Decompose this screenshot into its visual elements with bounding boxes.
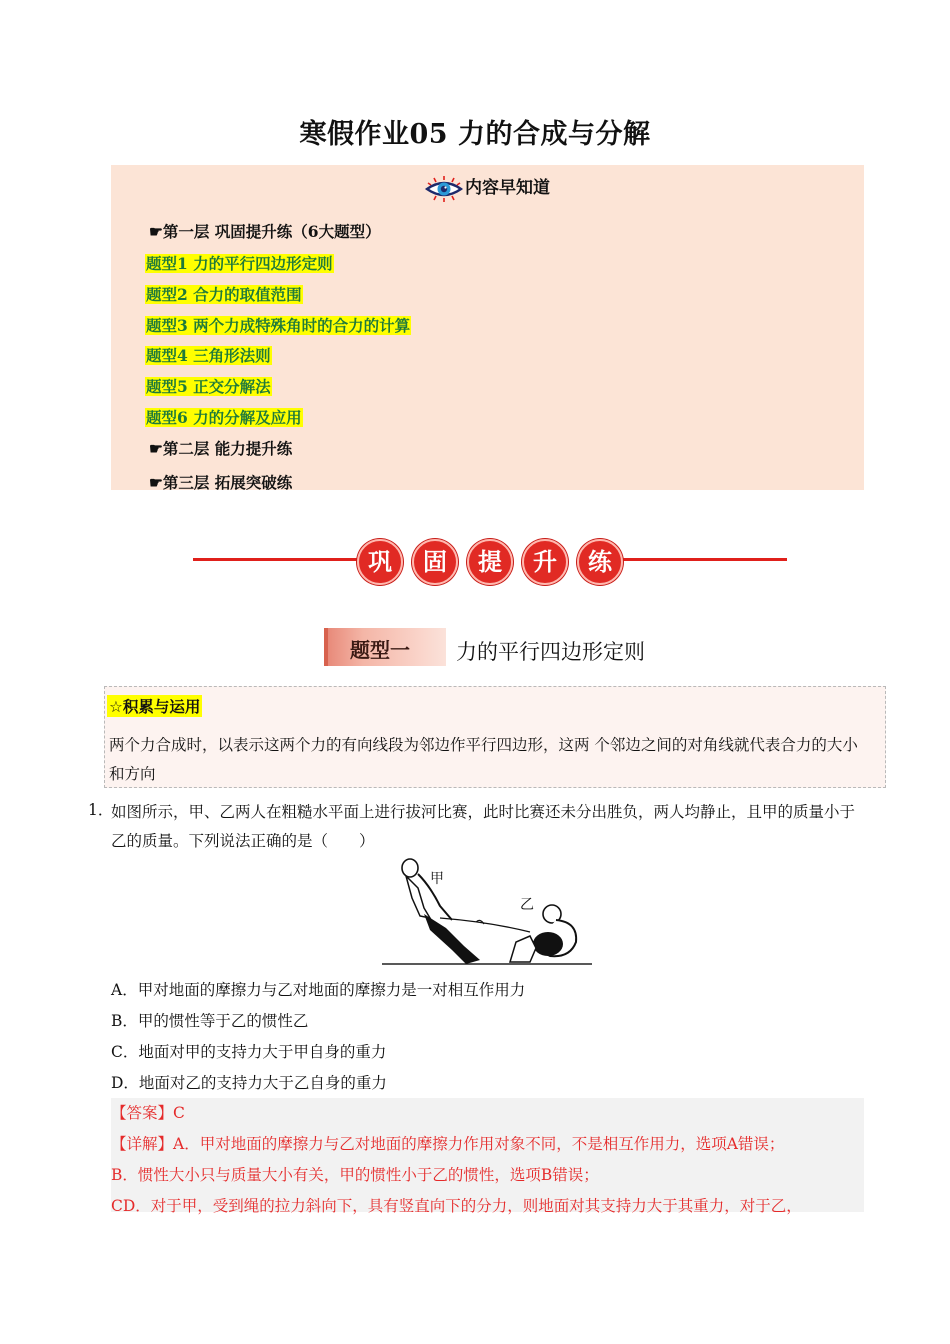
banner-char: 巩 bbox=[357, 539, 403, 585]
page-title: 寒假作业05 力的合成与分解 bbox=[299, 119, 651, 150]
question-type-header bbox=[324, 628, 724, 668]
answer-box bbox=[111, 1098, 864, 1215]
option-d[interactable]: D．地面对乙的支持力大于乙自身的重力 bbox=[111, 1074, 387, 1092]
tug-of-war-figure bbox=[380, 858, 594, 968]
answer-detail-line: CD．对于甲，受到绳的拉力斜向下，具有竖直向下的分力，则地面对其支持力大于其重力，对于乙， bbox=[111, 1197, 802, 1215]
toc-type-3[interactable]: 题型3 两个力成特殊角时的合力的计算 bbox=[146, 316, 411, 335]
toc-level-2[interactable]: ☛第二层 能力提升练 bbox=[149, 439, 293, 458]
knowledge-title: ☆积累与运用 bbox=[107, 695, 202, 717]
banner-char: 固 bbox=[412, 539, 458, 585]
toc-level-1[interactable]: ☛第一层 巩固提升练（6大题型） bbox=[149, 222, 381, 241]
toc-type-4[interactable]: 题型4 三角形法则 bbox=[146, 346, 271, 365]
banner-char: 练 bbox=[577, 539, 623, 585]
toc-type-5[interactable]: 题型5 正交分解法 bbox=[146, 377, 271, 396]
eye-icon bbox=[425, 175, 463, 203]
banner-char: 升 bbox=[522, 539, 568, 585]
contents-box bbox=[111, 165, 864, 490]
question-type-tag: 题型一 bbox=[324, 628, 446, 666]
banner-line-left bbox=[193, 558, 361, 561]
toc-type-2[interactable]: 题型2 合力的取值范围 bbox=[146, 285, 302, 304]
contents-heading-text: 内容早知道 bbox=[465, 178, 550, 198]
banner-chars bbox=[353, 536, 625, 584]
banner-char: 提 bbox=[467, 539, 513, 585]
contents-heading bbox=[111, 173, 864, 203]
banner-line-right bbox=[619, 558, 787, 561]
figure-label-yi: 乙 bbox=[520, 897, 534, 913]
knowledge-box bbox=[104, 686, 886, 788]
section-banner bbox=[193, 536, 787, 584]
answer-detail-line: 【详解】A．甲对地面的摩擦力与乙对地面的摩擦力作用对象不同，不是相互作用力，选项A错误； bbox=[111, 1135, 785, 1153]
toc-level-3[interactable]: ☛第三层 拓展突破练 bbox=[149, 473, 293, 492]
knowledge-text: 两个力合成时，以表示这两个力的有向线段为邻边作平行四边形，这两 个邻边之间的对角线就代表合力的大小和方向 bbox=[109, 736, 858, 783]
question-text: 如图所示，甲、乙两人在粗糙水平面上进行拔河比赛，此时比赛还未分出胜负，两人均静止，且甲的质量小于乙的质量。下列说法正确的是（ ） bbox=[111, 803, 856, 850]
toc-type-6[interactable]: 题型6 力的分解及应用 bbox=[146, 408, 302, 427]
option-b[interactable]: B．甲的惯性等于乙的惯性乙 bbox=[111, 1012, 309, 1030]
answer-detail-line: B．惯性大小只与质量大小有关，甲的惯性小于乙的惯性，选项B错误； bbox=[111, 1166, 599, 1184]
answer-line: 【答案】C bbox=[111, 1104, 185, 1122]
toc-type-1[interactable]: 题型1 力的平行四边形定则 bbox=[146, 254, 333, 273]
question-type-name: 力的平行四边形定则 bbox=[456, 640, 645, 664]
option-c[interactable]: C．地面对甲的支持力大于甲自身的重力 bbox=[111, 1043, 387, 1061]
figure-label-jia: 甲 bbox=[430, 871, 444, 887]
question-number: 1． bbox=[88, 801, 114, 819]
option-a[interactable]: A．甲对地面的摩擦力与乙对地面的摩擦力是一对相互作用力 bbox=[111, 981, 526, 999]
